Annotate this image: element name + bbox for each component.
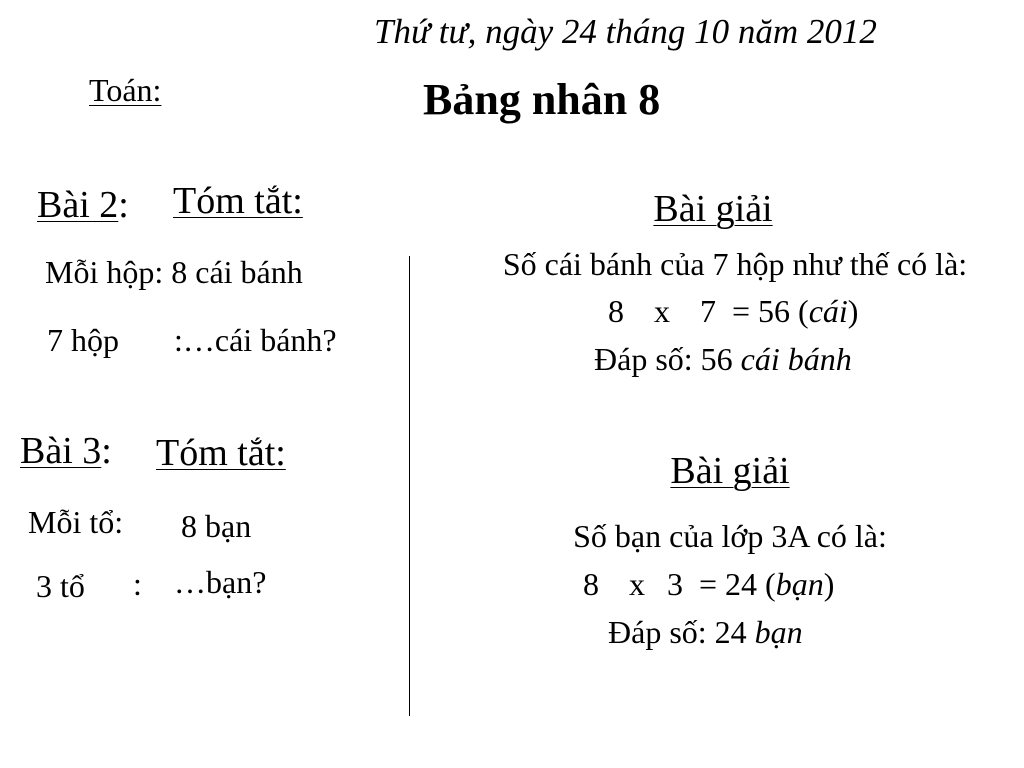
bai3-calc-a: 8: [583, 566, 599, 602]
bai3-calc-b: 3: [667, 566, 683, 602]
bai3-line1-left: Mỗi tổ:: [28, 504, 124, 540]
bai3-calc-close: ): [823, 566, 835, 602]
bai2-calc-unit: cái: [808, 293, 848, 329]
bai3-line1-right: 8 bạn: [181, 508, 252, 544]
bai2-answer-label: Đáp số: 56: [594, 341, 733, 377]
page-title: Bảng nhân 8: [423, 75, 661, 124]
bai3-calc-eq: = 24 (: [699, 566, 776, 602]
bai3-calc-op: x: [629, 566, 645, 602]
bai3-calculation: [583, 568, 834, 600]
vertical-divider: [409, 256, 410, 716]
bai2-solution-title: Bài giải: [653, 188, 773, 230]
bai3-line2-right: …bạn?: [174, 564, 267, 600]
bai3-line2-colon: :: [133, 566, 142, 602]
bai3-colon: :: [101, 430, 112, 472]
bai2-calc-a: 8: [608, 293, 624, 329]
bai2-heading: [37, 186, 129, 224]
bai3-calc-unit: bạn: [775, 566, 824, 602]
bai3-answer: [608, 616, 803, 648]
bai3-solution-title: Bài giải: [670, 450, 790, 492]
bai3-summary-title: Tóm tắt:: [156, 432, 286, 474]
bai3-solution-line1: Số bạn của lớp 3A có là:: [573, 518, 887, 554]
bai3-label: Bài 3: [20, 430, 102, 472]
bai3-line2-left: 3 tổ: [36, 568, 85, 604]
bai2-answer: [594, 343, 852, 375]
bai2-calc-b: 7: [700, 293, 716, 329]
subject-label: Toán:: [89, 72, 162, 108]
bai2-calc-op: x: [654, 293, 670, 329]
bai2-summary-title: Tóm tắt:: [173, 180, 303, 222]
bai2-calculation: [608, 295, 858, 327]
bai3-heading: [20, 432, 112, 470]
bai2-line2-right: :…cái bánh?: [174, 322, 337, 358]
bai2-label: Bài 2: [37, 184, 119, 226]
bai2-answer-unit: cái bánh: [740, 341, 852, 377]
bai2-calc-close: ): [847, 293, 859, 329]
bai2-line2-left: 7 hộp: [47, 322, 119, 358]
date-line: Thứ tư, ngày 24 tháng 10 năm 2012: [374, 12, 877, 51]
bai3-answer-label: Đáp số: 24: [608, 614, 747, 650]
bai2-colon: :: [118, 184, 129, 226]
bai2-line1: Mỗi hộp: 8 cái bánh: [45, 254, 303, 290]
bai2-solution-line1: Số cái bánh của 7 hộp như thế có là:: [502, 246, 968, 282]
bai3-answer-unit: bạn: [754, 614, 803, 650]
bai2-calc-eq: = 56 (: [732, 293, 809, 329]
